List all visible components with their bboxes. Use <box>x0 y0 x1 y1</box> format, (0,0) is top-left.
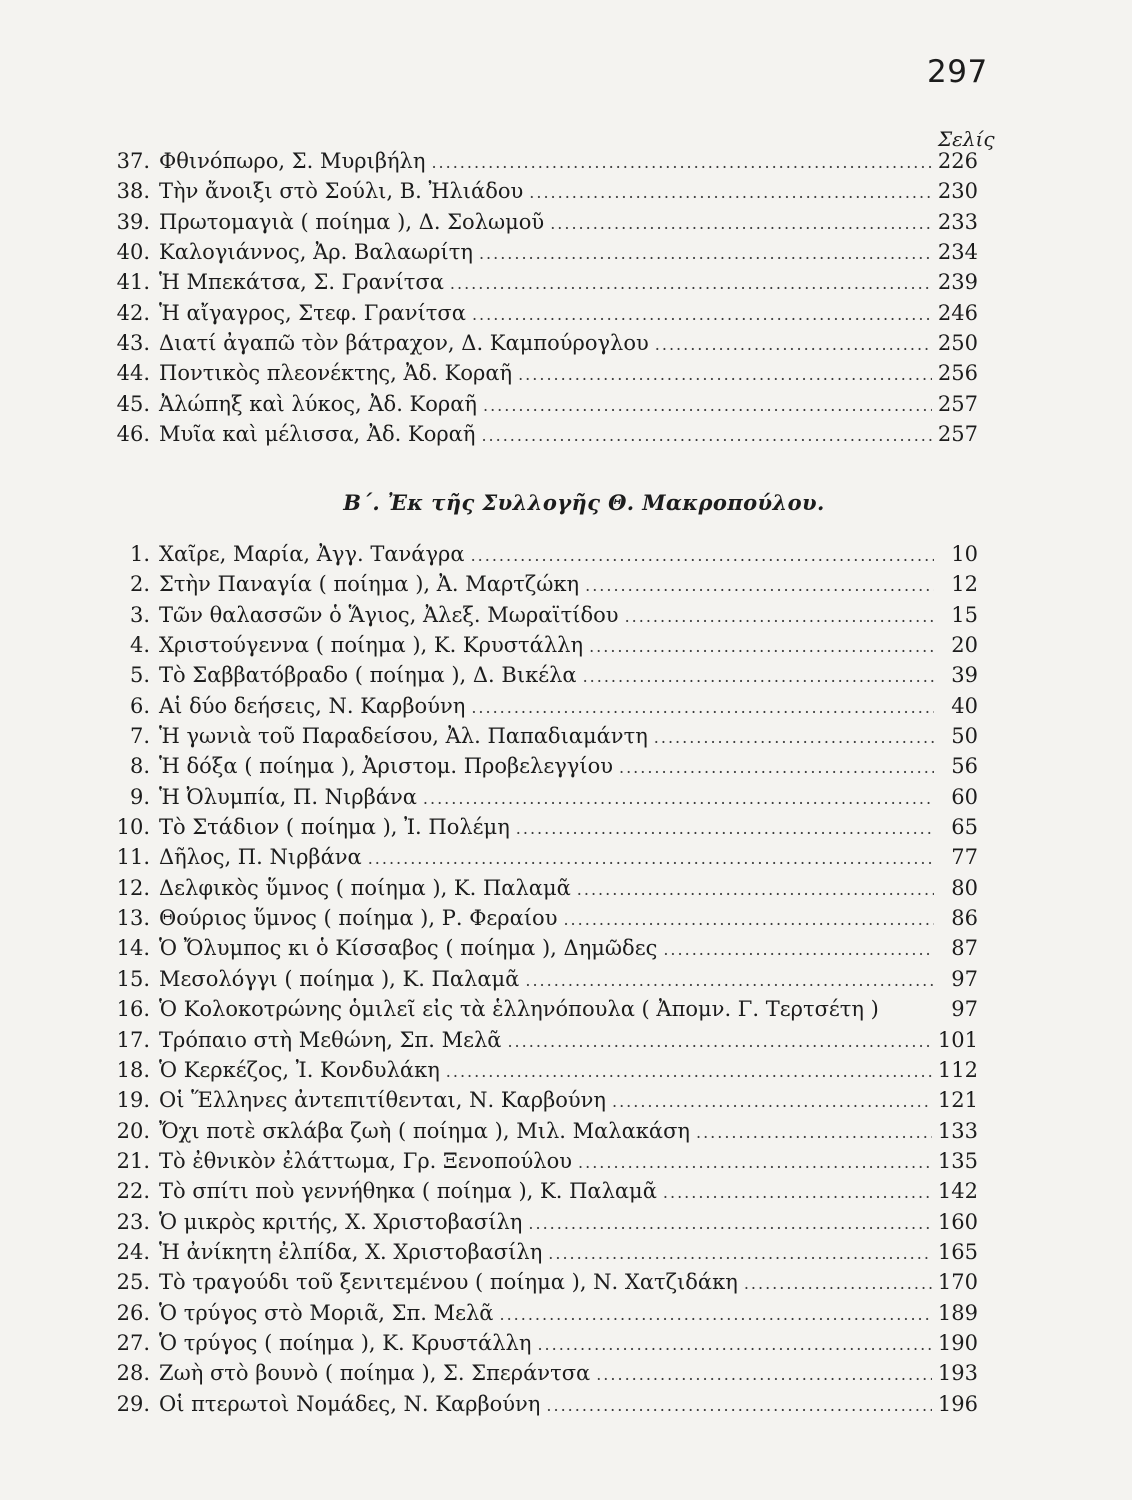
entry-title: Χαῖρε, Μαρία, Ἀγγ. Τανάγρα <box>159 542 465 566</box>
entry-number: 44. <box>116 361 150 386</box>
entry-number: 46. <box>116 422 150 447</box>
entry-title: Ὁ Ὄλυμπος κι ὁ Κίσσαβος ( ποίημα ), Δημῶδες <box>159 936 658 961</box>
toc-entry <box>110 1298 978 1328</box>
toc-entry <box>110 812 978 842</box>
dot-leader <box>744 1269 932 1299</box>
toc-entry <box>110 328 978 358</box>
entry-number: 13. <box>116 906 150 931</box>
entry-title: Φθινόπωρο, Σ. Μυριβήλη <box>159 149 426 173</box>
dot-leader <box>589 632 934 662</box>
entry-title: Τὸ Σαββατόβραδο ( ποίημα ), Δ. Βικέλα <box>159 663 577 688</box>
dot-leader <box>596 1360 932 1390</box>
entry-page: 190 <box>937 1330 978 1355</box>
toc-entry <box>110 419 978 449</box>
entry-number: 45. <box>116 391 150 416</box>
entry-number: 38. <box>116 179 150 204</box>
dot-leader <box>696 1118 932 1148</box>
entry-page: 77 <box>951 845 978 870</box>
entry-number: 3. <box>129 602 150 627</box>
toc-entry <box>110 1025 978 1055</box>
toc-entry <box>110 1176 978 1206</box>
entry-page: 193 <box>937 1361 978 1386</box>
entry-title: Ἡ γωνιὰ τοῦ Παραδείσου, Ἀλ. Παπαδιαμάντη <box>159 724 648 749</box>
toc-entry <box>110 1389 978 1419</box>
dot-leader <box>518 360 932 390</box>
entry-page: 135 <box>937 1148 978 1173</box>
entry-page: 234 <box>937 240 978 265</box>
entry-page: 121 <box>937 1088 978 1113</box>
toc-entry <box>110 933 978 963</box>
entry-page: 226 <box>937 149 978 173</box>
dot-leader <box>472 300 932 330</box>
entry-title: Ὁ τρύγος στὸ Μοριᾶ, Σπ. Μελᾶ <box>159 1300 494 1325</box>
entry-number: 2. <box>129 572 150 597</box>
entry-title: Πρωτομαγιὰ ( ποίημα ), Δ. Σολωμοῦ <box>159 209 545 234</box>
dot-leader <box>583 662 934 692</box>
entry-title: Στὴν Παναγία ( ποίημα ), Ἀ. Μαρτζώκη <box>159 572 580 597</box>
entry-page: 20 <box>951 633 978 658</box>
entry-page: 133 <box>937 1118 978 1143</box>
entry-title: Οἱ πτερωτοὶ Νομάδες, Ν. Καρβούνη <box>159 1391 541 1416</box>
entry-number: 42. <box>116 300 150 325</box>
entry-number: 6. <box>129 693 150 718</box>
entry-page: 80 <box>951 875 978 900</box>
entry-page: 101 <box>937 1027 978 1052</box>
entry-page: 257 <box>937 391 978 416</box>
entry-number: 17. <box>116 1027 150 1052</box>
entry-page: 189 <box>937 1300 978 1325</box>
dot-leader <box>625 602 934 632</box>
entry-title: Τὸ σπίτι ποὺ γεννήθηκα ( ποίημα ), Κ. Παλαμᾶ <box>159 1179 657 1204</box>
entry-page: 233 <box>937 209 978 234</box>
entry-page: 56 <box>951 754 978 779</box>
dot-leader <box>450 269 932 299</box>
page-column-header: Σελίς <box>938 127 995 151</box>
entry-page: 15 <box>951 602 978 627</box>
entry-title: Μυῖα καὶ μέλισσα, Ἀδ. Κοραῆ <box>159 422 476 447</box>
dot-leader <box>471 541 934 571</box>
toc-entry <box>110 1267 978 1297</box>
toc-entry <box>110 903 978 933</box>
toc-entry <box>110 1146 978 1176</box>
entry-number: 27. <box>116 1330 150 1355</box>
entry-title: Τὸ τραγούδι τοῦ ξενιτεμένου ( ποίημα ), Ν. Χατζιδάκη <box>159 1270 738 1295</box>
entry-page: 196 <box>937 1391 978 1416</box>
toc-entry <box>110 237 978 267</box>
toc-entry <box>110 782 978 812</box>
entry-number: 41. <box>116 270 150 295</box>
entry-page: 165 <box>937 1239 978 1264</box>
dot-leader <box>577 875 934 905</box>
entry-number: 28. <box>116 1361 150 1386</box>
entry-page: 65 <box>951 815 978 840</box>
dot-leader <box>481 421 931 451</box>
entry-title: Ἡ ἀνίκητη ἐλπίδα, Χ. Χριστοβασίλη <box>159 1239 543 1264</box>
entry-title: Ποντικὸς πλεονέκτης, Ἀδ. Κοραῆ <box>159 361 513 386</box>
dot-leader <box>612 1087 932 1117</box>
dot-leader <box>563 905 934 935</box>
toc-entry <box>110 630 978 660</box>
entry-title: Ὁ Κολοκοτρώνης ὁμιλεῖ εἰς τὰ ἑλληνόπουλα ( Ἀπομν. Γ. Τερτσέτη ) <box>159 997 879 1022</box>
dot-leader <box>578 1148 932 1178</box>
toc-entry <box>110 1116 978 1146</box>
toc-entry <box>110 1207 978 1237</box>
toc-entry <box>110 539 978 569</box>
entry-title: Ἡ αἴγαγρος, Στεφ. Γρανίτσα <box>159 300 466 325</box>
entry-number: 4. <box>129 633 150 658</box>
entry-number: 8. <box>129 754 150 779</box>
entry-number: 23. <box>116 1209 150 1234</box>
dot-leader <box>655 330 932 360</box>
dot-leader <box>483 391 932 421</box>
dot-leader <box>585 571 934 601</box>
entry-title: Μεσολόγγι ( ποίημα ), Κ. Παλαμᾶ <box>159 966 520 991</box>
entry-page: 40 <box>951 693 978 718</box>
dot-leader <box>548 1239 932 1269</box>
entry-page: 257 <box>937 422 978 447</box>
entry-number: 43. <box>116 331 150 356</box>
entry-title: Δελφικὸς ὕμνος ( ποίημα ), Κ. Παλαμᾶ <box>159 875 571 900</box>
entry-number: 37. <box>116 149 150 173</box>
toc-list-b <box>110 539 978 1419</box>
dot-leader <box>529 178 932 208</box>
entry-page: 246 <box>937 300 978 325</box>
entry-page: 160 <box>937 1209 978 1234</box>
entry-page: 86 <box>951 906 978 931</box>
dot-leader <box>446 1057 932 1087</box>
dot-leader <box>471 693 934 723</box>
entry-number: 29. <box>116 1391 150 1416</box>
dot-leader <box>619 753 934 783</box>
entry-number: 24. <box>116 1239 150 1264</box>
entry-page: 112 <box>937 1057 978 1082</box>
entry-title: Τρόπαιο στὴ Μεθώνη, Σπ. Μελᾶ <box>159 1027 502 1052</box>
toc-entry <box>110 569 978 599</box>
entry-title: Τὸ Στάδιον ( ποίημα ), Ἰ. Πολέμη <box>159 815 510 840</box>
entry-page: 39 <box>951 663 978 688</box>
entry-number: 16. <box>116 997 150 1022</box>
toc-entry <box>110 842 978 872</box>
entry-number: 5. <box>129 663 150 688</box>
entry-number: 14. <box>116 936 150 961</box>
entry-title: Χριστούγεννα ( ποίημα ), Κ. Κρυστάλλη <box>159 633 584 658</box>
toc-entry <box>110 873 978 903</box>
entry-number: 21. <box>116 1148 150 1173</box>
toc-entry <box>110 721 978 751</box>
entry-title: Ὁ μικρὸς κριτής, Χ. Χριστοβασίλη <box>159 1209 523 1234</box>
dot-leader <box>663 935 934 965</box>
entry-page: 256 <box>937 361 978 386</box>
toc-entry <box>110 389 978 419</box>
toc-entry <box>110 146 978 176</box>
dot-leader <box>479 239 932 269</box>
toc-entry <box>110 267 978 297</box>
toc-entry <box>110 207 978 237</box>
entry-page: 97 <box>951 966 978 991</box>
toc-entry <box>110 751 978 781</box>
entry-page: 250 <box>937 331 978 356</box>
entry-number: 7. <box>129 724 150 749</box>
entry-number: 20. <box>116 1118 150 1143</box>
entry-title: Ἡ Ὀλυμπία, Π. Νιρβάνα <box>159 784 417 809</box>
entry-title: Τὴν ἄνοιξι στὸ Σούλι, Β. Ἠλιάδου <box>159 179 524 204</box>
entry-page: 10 <box>951 542 978 566</box>
toc-entry <box>110 660 978 690</box>
toc-entry <box>110 298 978 328</box>
entry-number: 11. <box>116 845 150 870</box>
toc-entry <box>110 358 978 388</box>
toc-entry <box>110 176 978 206</box>
entry-number: 19. <box>116 1088 150 1113</box>
dot-leader <box>663 1178 932 1208</box>
toc-entry <box>110 1085 978 1115</box>
toc-entry <box>110 994 978 1024</box>
page-number: 297 <box>927 54 988 90</box>
entry-title: Ἡ Μπεκάτσα, Σ. Γρανίτσα <box>159 270 444 295</box>
entry-page: 12 <box>951 572 978 597</box>
entry-title: Διατί ἀγαπῶ τὸν βάτραχον, Δ. Καμπούρογλου <box>159 331 649 356</box>
entry-title: Ἡ δόξα ( ποίημα ), Ἀριστομ. Προβελεγγίου <box>159 754 613 779</box>
entry-title: Ζωὴ στὸ βουνὸ ( ποίημα ), Σ. Σπεράντσα <box>159 1361 591 1386</box>
entry-title: Ὁ Κερκέζος, Ἰ. Κονδυλάκη <box>159 1057 440 1082</box>
entry-number: 22. <box>116 1179 150 1204</box>
dot-leader <box>368 844 934 874</box>
entry-number: 26. <box>116 1300 150 1325</box>
toc-entry <box>110 1328 978 1358</box>
entry-title: Ὁ τρύγος ( ποίημα ), Κ. Κρυστάλλη <box>159 1330 532 1355</box>
entry-number: 18. <box>116 1057 150 1082</box>
dot-leader <box>499 1300 931 1330</box>
entry-title: Θούριος ὕμνος ( ποίημα ), Ρ. Φεραίου <box>159 906 558 931</box>
section-heading: Β΄. Ἐκ τῆς Συλλογῆς Θ. Μακροπούλου. <box>343 490 825 515</box>
toc-entry <box>110 1055 978 1085</box>
entry-page: 97 <box>951 997 978 1022</box>
entry-number: 9. <box>129 784 150 809</box>
entry-title: Αἱ δύο δεήσεις, Ν. Καρβούνη <box>159 693 466 718</box>
toc-entry <box>110 691 978 721</box>
entry-number: 40. <box>116 240 150 265</box>
entry-page: 230 <box>937 179 978 204</box>
entry-page: 142 <box>937 1179 978 1204</box>
dot-leader <box>528 1209 932 1239</box>
entry-title: Δῆλος, Π. Νιρβάνα <box>159 845 362 870</box>
dot-leader <box>423 784 934 814</box>
dot-leader <box>507 1027 931 1057</box>
entry-number: 10. <box>116 815 150 840</box>
dot-leader <box>654 723 934 753</box>
toc-list-a <box>110 146 978 449</box>
entry-number: 1. <box>129 542 150 566</box>
entry-number: 39. <box>116 209 150 234</box>
entry-title: Οἱ Ἕλληνες ἀντεπιτίθενται, Ν. Καρβούνη <box>159 1088 606 1113</box>
dot-leader <box>516 814 934 844</box>
entry-page: 50 <box>951 724 978 749</box>
dot-leader <box>525 966 934 996</box>
toc-entry <box>110 600 978 630</box>
toc-entry <box>110 1358 978 1388</box>
entry-title: Τὸ ἐθνικὸν ἐλάττωμα, Γρ. Ξενοπούλου <box>159 1148 573 1173</box>
toc-entry <box>110 1237 978 1267</box>
dot-leader <box>550 209 932 239</box>
entry-page: 60 <box>951 784 978 809</box>
entry-number: 15. <box>116 966 150 991</box>
entry-number: 25. <box>116 1270 150 1295</box>
entry-page: 239 <box>937 270 978 295</box>
entry-number: 12. <box>116 875 150 900</box>
dot-leader <box>431 148 931 178</box>
toc-entry <box>110 964 978 994</box>
entry-title: Τῶν θαλασσῶν ὁ Ἅγιος, Ἀλεξ. Μωραϊτίδου <box>159 602 619 627</box>
entry-title: Ὄχι ποτὲ σκλάβα ζωὴ ( ποίημα ), Μιλ. Μαλακάση <box>159 1118 690 1143</box>
entry-title: Ἀλώπηξ καὶ λύκος, Ἀδ. Κοραῆ <box>159 391 477 416</box>
dot-leader <box>537 1330 931 1360</box>
entry-page: 170 <box>937 1270 978 1295</box>
dot-leader <box>546 1391 932 1421</box>
entry-page: 87 <box>951 936 978 961</box>
entry-title: Καλογιάννος, Ἀρ. Βαλαωρίτη <box>159 240 473 265</box>
